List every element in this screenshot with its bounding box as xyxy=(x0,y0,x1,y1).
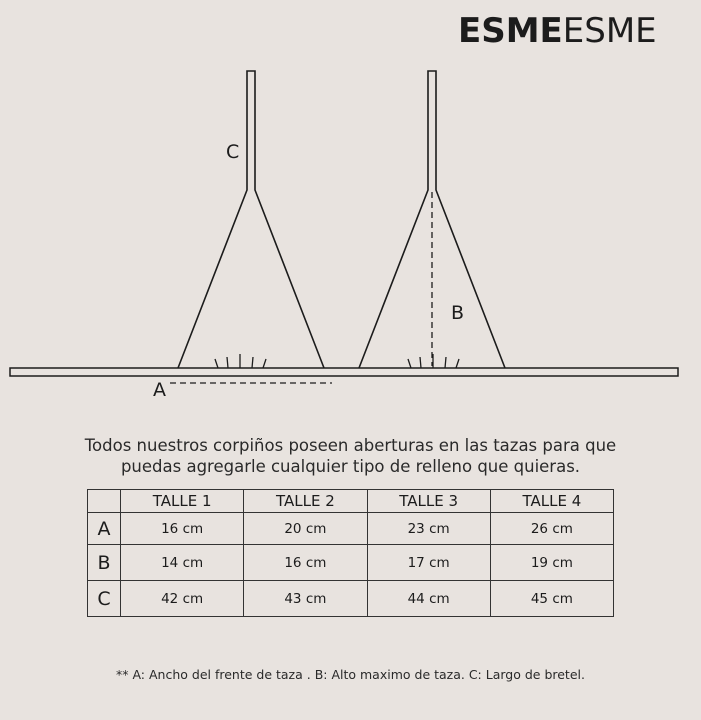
logo-light-text: ESME xyxy=(562,11,657,51)
table-cell: 23 cm xyxy=(367,513,490,545)
right-cup-stitching xyxy=(408,354,459,368)
header-talle-3: TALLE 3 xyxy=(367,490,490,513)
description-line-2: puedas agregarle cualquier tipo de relleno que quieras. xyxy=(120,457,581,476)
table-row xyxy=(88,581,614,617)
label-b: B xyxy=(451,302,465,324)
table-row xyxy=(88,513,614,545)
description xyxy=(0,435,701,477)
table-cell: 44 cm xyxy=(367,581,490,617)
label-c: C xyxy=(226,141,240,163)
footnote: ** A: Ancho del frente de taza . B: Alto maximo de taza. C: Largo de bretel. xyxy=(116,667,585,682)
table-cell: 17 cm xyxy=(367,545,490,581)
header-talle-1: TALLE 1 xyxy=(121,490,244,513)
label-a: A xyxy=(153,379,166,401)
table-cell: 16 cm xyxy=(121,513,244,545)
table-cell: 43 cm xyxy=(244,581,367,617)
table-cell: 42 cm xyxy=(121,581,244,617)
left-cup-stitching xyxy=(215,354,266,368)
header-talle-2: TALLE 2 xyxy=(244,490,367,513)
table-cell: 14 cm xyxy=(121,545,244,581)
table-header-row xyxy=(88,490,614,513)
row-label-b: B xyxy=(88,545,121,581)
size-table xyxy=(87,489,614,617)
header-talle-4: TALLE 4 xyxy=(490,490,613,513)
table-cell: 45 cm xyxy=(490,581,613,617)
row-label-c: C xyxy=(88,581,121,617)
table-cell: 20 cm xyxy=(244,513,367,545)
table-row xyxy=(88,545,614,581)
table-cell: 16 cm xyxy=(244,545,367,581)
logo-bold-text: ESME xyxy=(458,11,563,51)
table-cell: 26 cm xyxy=(490,513,613,545)
table-corner-cell xyxy=(88,490,121,513)
table-cell: 19 cm xyxy=(490,545,613,581)
left-cup-outline xyxy=(178,71,324,368)
band xyxy=(10,368,678,376)
description-line-1: Todos nuestros corpiños poseen aberturas en las tazas para que xyxy=(84,436,617,455)
row-label-a: A xyxy=(88,513,121,545)
